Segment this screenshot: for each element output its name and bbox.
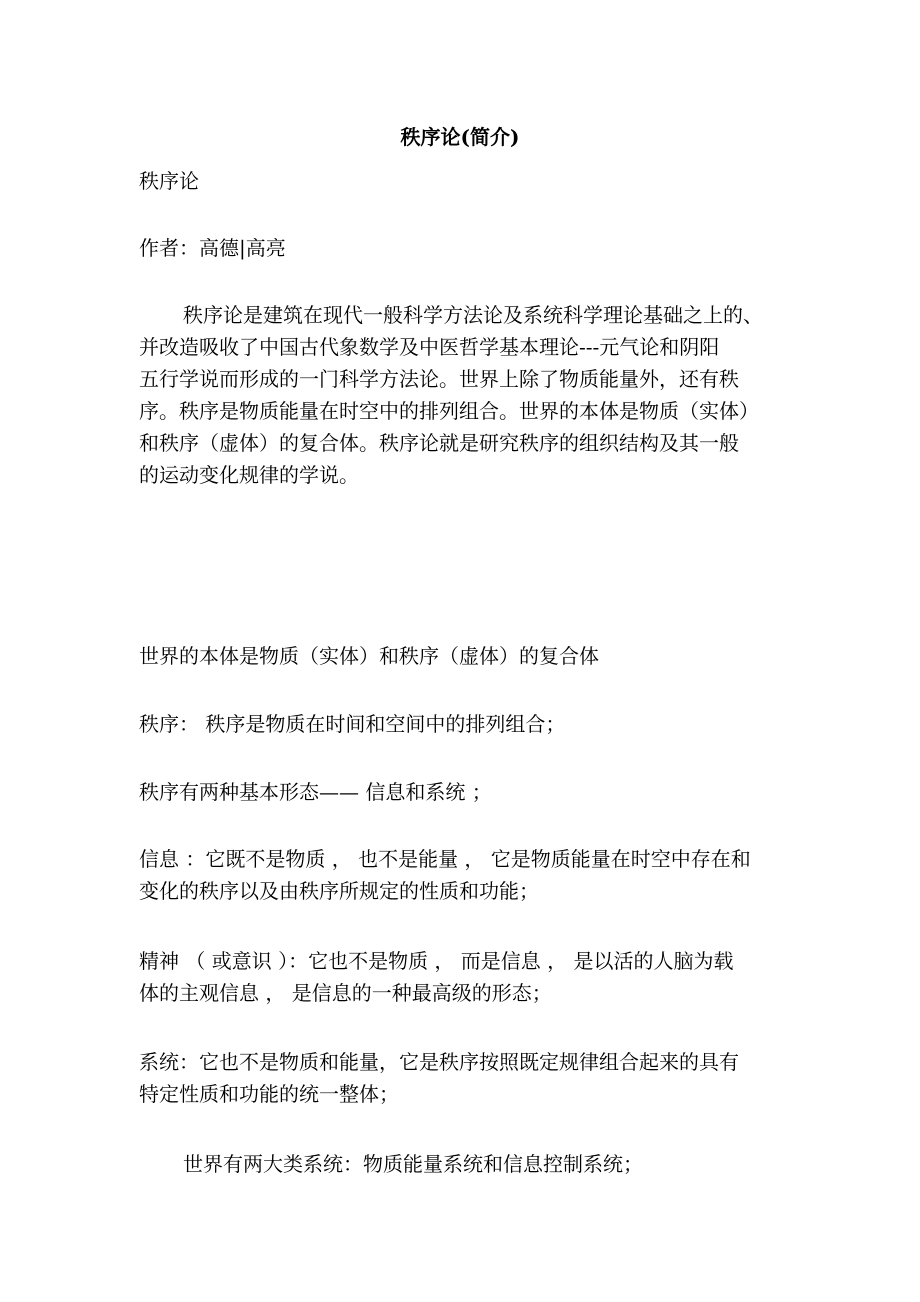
spirit-paragraph: [139, 945, 799, 1009]
system-line: 特定性质和功能的统一整体；: [139, 1082, 399, 1106]
intro-line: 秩序论是建筑在现代一般科学方法论及系统科学理论基础之上的、: [183, 303, 763, 327]
information-line: 信息 ：它既不是物质 ， 也不是能量 ， 它是物质能量在时空中存在和: [139, 847, 751, 871]
information-paragraph: [139, 843, 799, 907]
spirit-line: 精神 （ 或意识 ）：它也不是物质 ， 而是信息 ， 是以活的人脑为载: [139, 949, 734, 973]
order-definition: 秩序： 秩序是物质在时间和空间中的排列组合；: [139, 712, 566, 736]
intro-line: 序。秩序是物质能量在时空中的排列组合。世界的本体是物质（实体）: [139, 399, 759, 423]
subtitle: 秩序论: [139, 169, 199, 193]
system-line: 系统：它也不是物质和能量，它是秩序按照既定规律组合起来的具有: [139, 1050, 739, 1074]
spirit-line: 体的主观信息 ， 是信息的一种最高级的形态；: [139, 981, 552, 1005]
system-paragraph: [139, 1046, 799, 1110]
intro-paragraph: [139, 299, 799, 491]
author-line: 作者：高德|高亮: [139, 236, 286, 260]
intro-line: 的运动变化规律的学说。: [139, 463, 359, 487]
intro-line: 并改造吸收了中国古代象数学及中医哲学基本理论---元气论和阴阳: [139, 335, 720, 359]
information-line: 变化的秩序以及由秩序所规定的性质和功能；: [139, 879, 539, 903]
intro-line: 和秩序（虚体）的复合体。秩序论就是研究秩序的组织结构及其一般: [139, 431, 739, 455]
world-systems-line: 世界有两大类系统：物质能量系统和信息控制系统；: [183, 1152, 643, 1176]
two-forms-line: 秩序有两种基本形态—— 信息和系统 ；: [139, 780, 492, 804]
document-title: 秩序论(简介): [400, 125, 520, 149]
section-heading: 世界的本体是物质（实体）和秩序（虚体）的复合体: [139, 644, 599, 668]
intro-line: 五行学说而形成的一门科学方法论。世界上除了物质能量外，还有秩: [139, 367, 739, 391]
